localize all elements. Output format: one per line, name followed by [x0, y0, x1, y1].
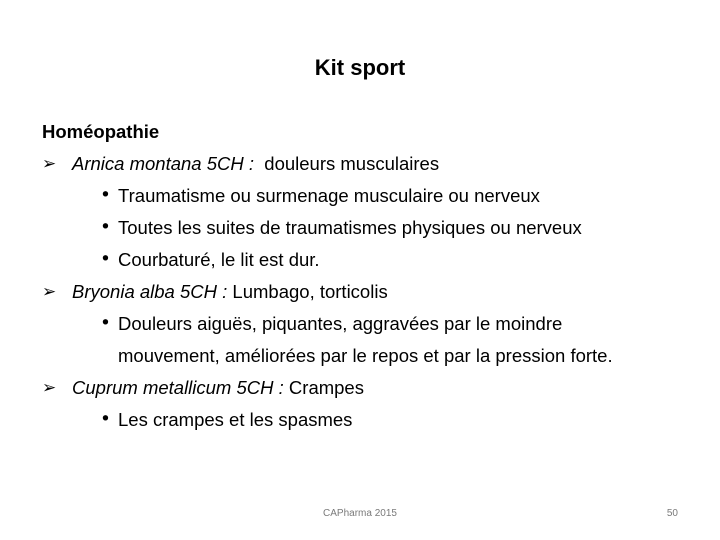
bullet-dot-icon: • [100, 249, 111, 270]
bullet-text: Traumatisme ou surmenage musculaire ou nerveux [118, 185, 540, 206]
bullet-text: Courbaturé, le lit est dur. [118, 249, 320, 270]
section-heading: Homéopathie [42, 121, 160, 142]
bullet-dot-icon: • [100, 313, 111, 334]
remedy-item [42, 148, 682, 180]
remedy-item [42, 372, 682, 404]
remedy-bullet [42, 308, 618, 372]
remedy-name: Arnica montana 5CH : [72, 153, 255, 174]
bullet-dot-icon: • [100, 409, 111, 430]
bullet-text: Toutes les suites de traumatismes physiques ou nerveux [118, 217, 582, 238]
arrow-bullet-icon: ➢ [42, 282, 57, 302]
remedy-bullet [42, 212, 682, 244]
remedy-description: douleurs musculaires [254, 153, 440, 174]
footer-text: CAPharma 2015 [323, 508, 397, 519]
arrow-bullet-icon: ➢ [42, 378, 57, 398]
remedy-item [42, 276, 682, 308]
bullet-dot-icon: • [100, 185, 111, 206]
remedy-name: Cuprum metallicum 5CH : [72, 377, 284, 398]
remedy-description: Lumbago, torticolis [227, 281, 388, 302]
slide-title: Kit sport [314, 55, 406, 80]
slide-content [42, 116, 682, 436]
bullet-text: Douleurs aiguës, piquantes, aggravées par le moindre mouvement, améliorées par le repos et par la pression forte. [118, 313, 613, 366]
remedy-bullet [42, 180, 682, 212]
bullet-text: Les crampes et les spasmes [118, 409, 353, 430]
bullet-dot-icon: • [100, 217, 111, 238]
remedy-description: Crampes [283, 377, 364, 398]
page-number: 50 [666, 508, 678, 519]
remedy-bullet [42, 244, 682, 276]
remedy-bullet [42, 404, 682, 436]
remedy-name: Bryonia alba 5CH : [72, 281, 228, 302]
arrow-bullet-icon: ➢ [42, 154, 57, 174]
